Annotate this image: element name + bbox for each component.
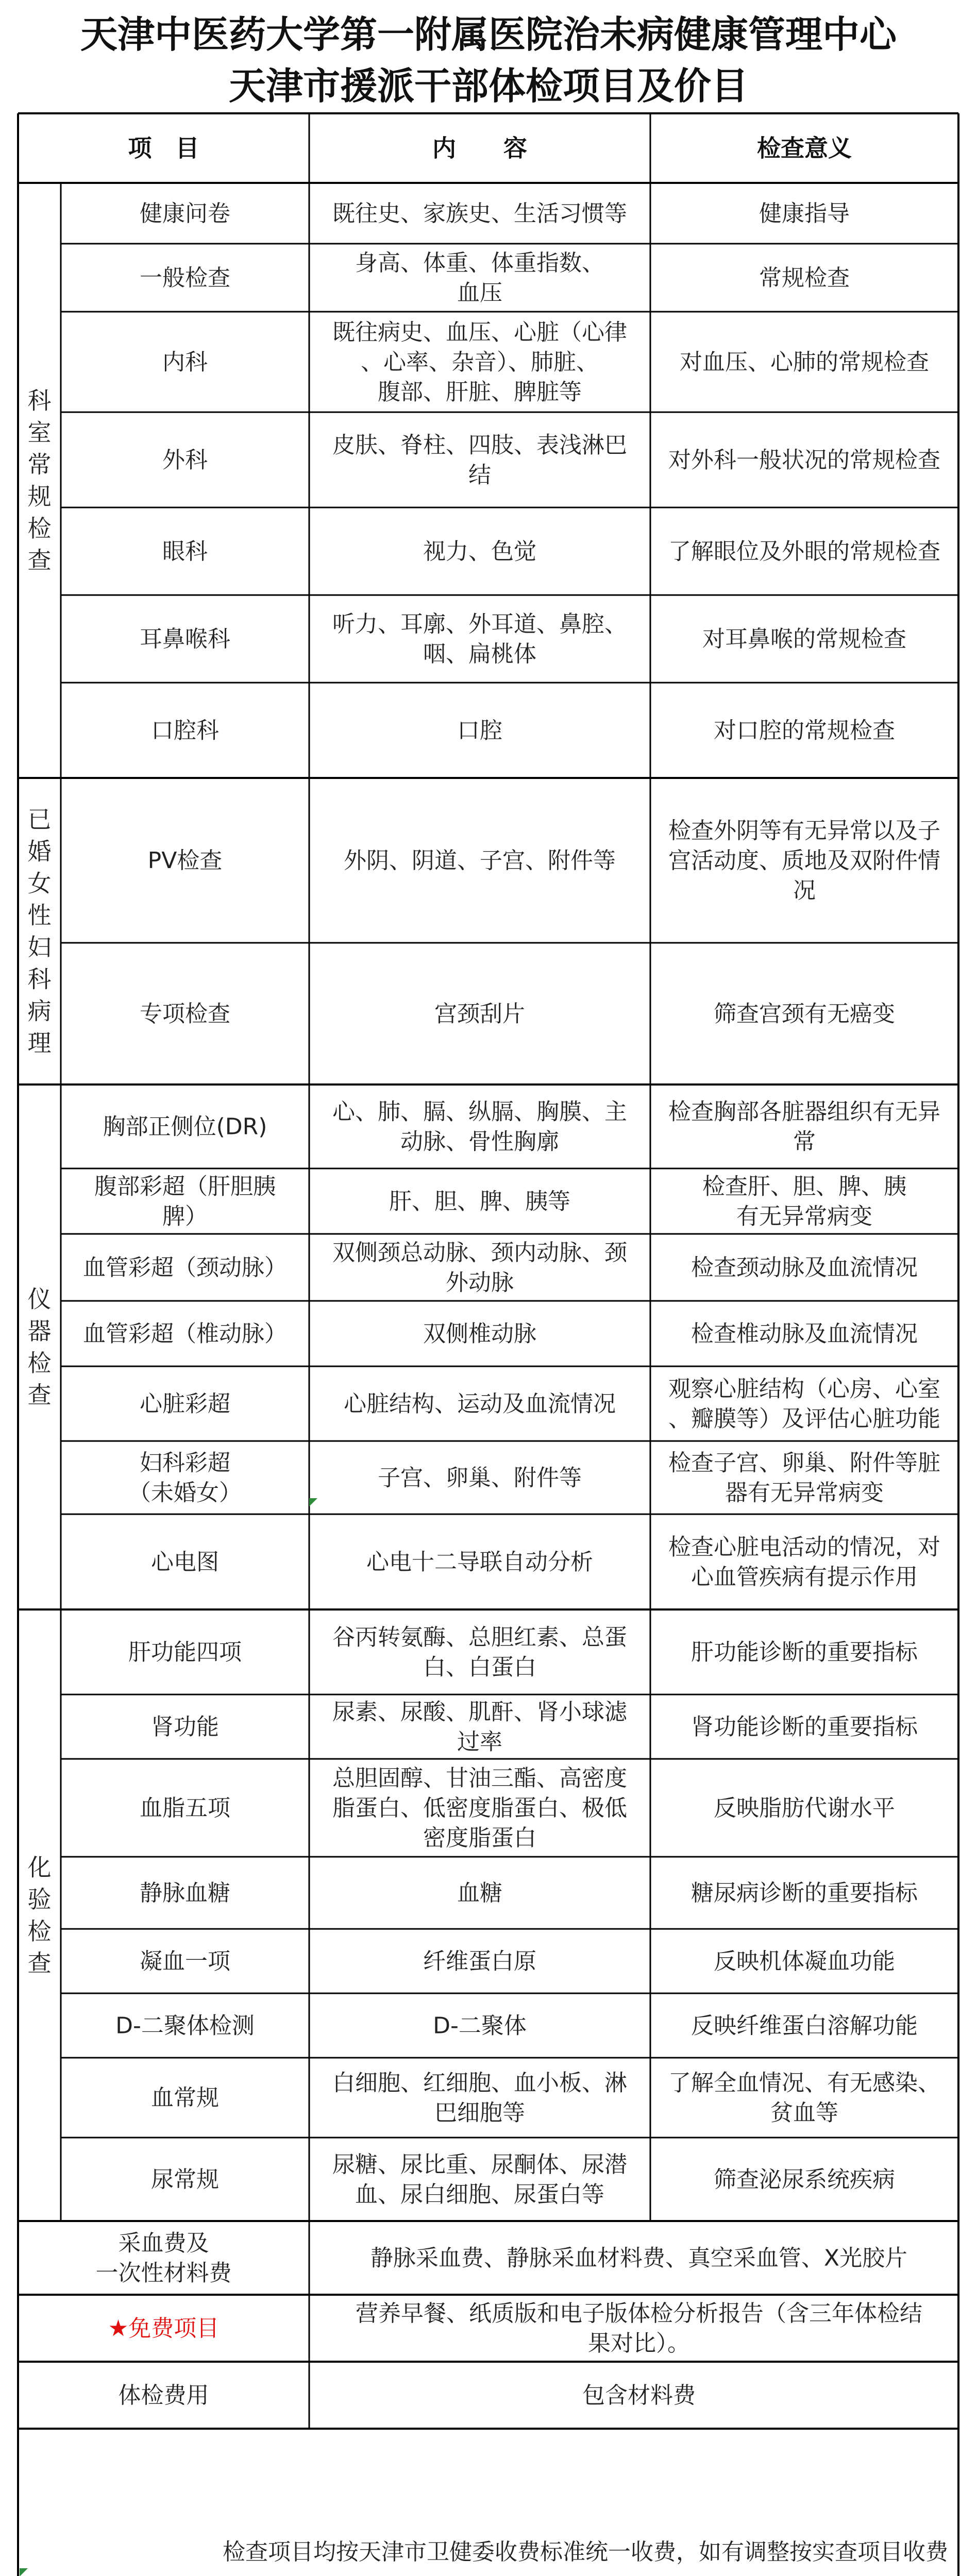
category-label: 科室常规检查 [27, 386, 52, 574]
item-name: 胸部正侧位(DR) [103, 1113, 267, 1140]
item-content: 总胆固醇、甘油三酯、高密度 [332, 1765, 627, 1791]
item-meaning: 健康指导 [759, 200, 850, 227]
item-meaning: 检查子宫、卵巢、附件等脏 [668, 1450, 940, 1476]
item-meaning: 况 [793, 877, 816, 904]
item-meaning: 器有无异常病变 [725, 1480, 884, 1506]
item-meaning: 了解眼位及外眼的常规检查 [668, 538, 940, 565]
item-meaning: 检查胸部各脏器组织有无异 [668, 1098, 940, 1125]
item-name: 腹部彩超（肝胆胰 [94, 1173, 276, 1200]
item-meaning: 对血压、心肺的常规检查 [680, 349, 929, 376]
item-content: 尿素、尿酸、肌酐、肾小球滤 [332, 1699, 627, 1725]
item-content: 口腔 [457, 717, 502, 744]
item-content: 谷丙转氨酶、总胆红素、总蛋 [332, 1624, 627, 1651]
extra-content: 营养早餐、纸质版和电子版体检分析报告（含三年体检结 [356, 2300, 922, 2327]
item-meaning: 对耳鼻喉的常规检查 [702, 626, 906, 652]
item-name: 健康问卷 [140, 200, 230, 227]
item-content: 身高、体重、体重指数、 [355, 250, 604, 276]
item-content: 、心率、杂音）、肺脏、 [361, 349, 599, 376]
item-name: 耳鼻喉科 [140, 626, 230, 652]
item-content: 纤维蛋白原 [423, 1948, 536, 1975]
item-meaning: 筛查宫颈有无癌变 [714, 1001, 895, 1027]
item-content: 外阴、阴道、子宫、附件等 [344, 848, 616, 874]
extra-label: 一次性材料费 [95, 2260, 232, 2286]
item-name: 凝血一项 [140, 1948, 230, 1975]
item-name: 脾） [162, 1203, 208, 1230]
item-meaning: 检查颈动脉及血流情况 [691, 1255, 918, 1281]
item-content: 皮肤、脊柱、四肢、表浅淋巴 [332, 432, 627, 459]
item-content: 视力、色觉 [423, 538, 536, 565]
footer-note: 检查项目均按天津市卫健委收费标准统一收费，如有调整按实查项目收费 [223, 2539, 948, 2565]
item-content: 子宫、卵巢、附件等 [378, 1465, 582, 1491]
item-content: 结 [468, 462, 491, 488]
item-meaning: 有无异常病变 [736, 1203, 872, 1230]
item-name: 尿常规 [151, 2166, 219, 2193]
category-label: 已婚女性妇科病理 [27, 805, 52, 1057]
free-items-label: ★免费项目 [108, 2315, 220, 2342]
extra-label: 体检费用 [118, 2382, 209, 2409]
item-content: 血压 [457, 280, 502, 306]
item-name: 口腔科 [151, 717, 219, 744]
title-line-1: 天津中医药大学第一附属医院治未病健康管理中心 [80, 12, 897, 56]
item-name: 血管彩超（椎动脉） [83, 1320, 287, 1347]
item-content: 听力、耳廓、外耳道、鼻腔、 [332, 611, 627, 637]
item-name: 一般检查 [140, 265, 230, 291]
category-label: 化验检查 [27, 1853, 52, 1977]
item-meaning: 常 [793, 1128, 816, 1155]
item-content: 心脏结构、运动及血流情况 [344, 1391, 616, 1417]
item-content: 尿糖、尿比重、尿酮体、尿潜 [332, 2151, 627, 2178]
item-meaning: 糖尿病诊断的重要指标 [691, 1880, 918, 1906]
item-content: 巴细胞等 [434, 2099, 525, 2126]
item-meaning: 对口腔的常规检查 [714, 717, 895, 744]
item-meaning: 检查肝、胆、脾、胰 [702, 1173, 906, 1200]
table-cells [28, 134, 951, 2576]
column-header: 检查意义 [757, 134, 852, 162]
item-meaning: 检查外阴等有无异常以及子 [668, 818, 940, 844]
item-content: 脂蛋白、低密度脂蛋白、极低 [332, 1795, 627, 1821]
title-line-2: 天津市援派干部体检项目及价目 [228, 64, 749, 108]
item-content: 密度脂蛋白 [423, 1825, 536, 1851]
corner-mark [309, 1498, 317, 1506]
item-name: 心电图 [151, 1549, 219, 1575]
item-name: （未婚女） [128, 1480, 242, 1506]
item-content: 血糖 [457, 1880, 502, 1906]
item-meaning: 筛查泌尿系统疾病 [714, 2166, 895, 2193]
item-meaning: 反映机体凝血功能 [714, 1948, 895, 1975]
item-content: 双侧椎动脉 [423, 1320, 536, 1347]
item-name: 血管彩超（颈动脉） [83, 1255, 287, 1281]
item-name: 妇科彩超 [140, 1450, 230, 1476]
item-meaning: 了解全血情况、有无感染、 [668, 2070, 940, 2096]
item-content: 外动脉 [446, 1269, 514, 1296]
item-content: 白、白蛋白 [423, 1654, 536, 1681]
column-header: 项 目 [128, 134, 199, 162]
item-meaning: 检查椎动脉及血流情况 [691, 1320, 918, 1347]
item-content: 肝、胆、脾、胰等 [389, 1188, 570, 1215]
item-name: 血常规 [151, 2084, 219, 2111]
item-meaning: 观察心脏结构（心房、心室 [668, 1376, 940, 1402]
item-content: 血、尿白细胞、尿蛋白等 [355, 2181, 604, 2208]
item-content: 咽、扁桃体 [423, 641, 536, 667]
category-label: 仪器检查 [27, 1285, 52, 1409]
item-content: 白细胞、红细胞、血小板、淋 [332, 2070, 627, 2096]
item-meaning: 宫活动度、质地及双附件情 [668, 848, 940, 874]
item-name: 肾功能 [151, 1714, 219, 1740]
item-content: 动脉、骨性胸廓 [400, 1128, 559, 1155]
item-meaning: 肾功能诊断的重要指标 [691, 1714, 918, 1740]
item-content: 心电十二导联自动分析 [366, 1549, 593, 1575]
item-name: 心脏彩超 [140, 1391, 230, 1417]
item-content: 心、肺、膈、纵膈、胸膜、主 [332, 1098, 627, 1125]
item-content: 宫颈刮片 [434, 1001, 525, 1027]
item-content: 既往史、家族史、生活习惯等 [332, 200, 627, 227]
extra-content: 果对比）。 [588, 2330, 690, 2357]
item-meaning: 反映脂肪代谢水平 [714, 1795, 895, 1821]
item-name: 专项检查 [140, 1001, 230, 1027]
item-meaning: 对外科一般状况的常规检查 [668, 447, 940, 473]
extra-content: 静脉采血费、静脉采血材料费、真空采血管、X光胶片 [370, 2245, 908, 2272]
item-meaning: 肝功能诊断的重要指标 [691, 1639, 918, 1666]
item-meaning: 反映纤维蛋白溶解功能 [691, 2012, 918, 2039]
item-name: 外科 [162, 447, 208, 473]
item-meaning: 、瓣膜等）及评估心脏功能 [668, 1405, 940, 1432]
item-meaning: 检查心脏电活动的情况，对 [668, 1534, 940, 1561]
item-name: PV检查 [147, 848, 223, 874]
extra-content: 包含材料费 [582, 2382, 696, 2409]
item-content: 双侧颈总动脉、颈内动脉、颈 [332, 1240, 627, 1266]
item-content: 腹部、肝脏、脾脏等 [378, 379, 582, 405]
item-name: 静脉血糖 [140, 1880, 230, 1906]
item-content: D-二聚体 [433, 2012, 527, 2039]
item-name: D-二聚体检测 [115, 2012, 255, 2039]
item-name: 内科 [162, 349, 208, 376]
extra-label: 采血费及 [118, 2230, 209, 2257]
column-header: 内 容 [432, 134, 527, 162]
corner-mark [20, 2568, 28, 2576]
item-content: 过率 [457, 1728, 502, 1755]
item-meaning: 常规检查 [759, 265, 850, 291]
item-meaning: 贫血等 [770, 2099, 838, 2126]
item-content: 既往病史、血压、心脏（心律 [332, 319, 627, 346]
item-name: 血脂五项 [140, 1795, 230, 1821]
item-name: 肝功能四项 [128, 1639, 242, 1666]
item-meaning: 心血管疾病有提示作用 [691, 1564, 918, 1590]
item-name: 眼科 [162, 538, 208, 565]
